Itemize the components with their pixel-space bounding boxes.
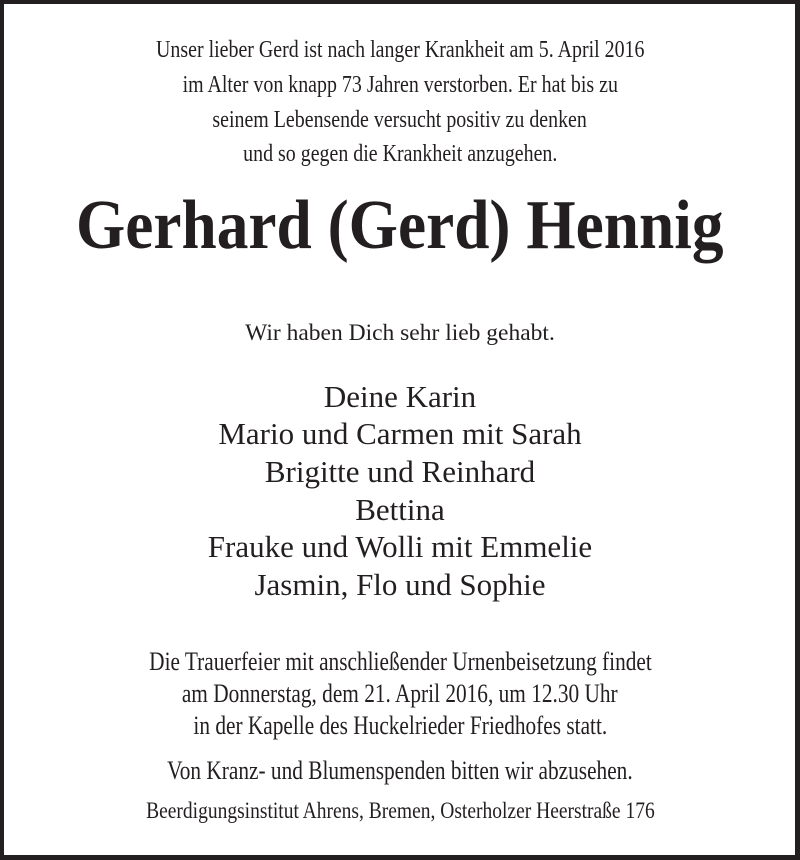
intro-text-3: seinem Lebensende versucht positiv zu denken — [212, 107, 588, 133]
mourner-line-2 — [0, 418, 800, 449]
mourner-name: Frauke und Wolli mit Emmelie — [207, 529, 593, 564]
intro-line-1 — [0, 38, 800, 62]
mourner-line-1 — [0, 381, 800, 412]
deceased-name: Gerhard (Gerd) Hennig — [76, 187, 724, 264]
ceremony-text-1: Die Trauerfeier mit anschließender Urnenbeisetzung findet — [148, 647, 652, 676]
intro-text-1: Unser lieber Gerd ist nach langer Krankheit am 5. April 2016 — [155, 37, 645, 63]
mourner-name: Brigitte und Reinhard — [264, 454, 536, 489]
farewell-line — [0, 322, 800, 346]
undertaker-line — [0, 800, 800, 824]
deceased-name-heading — [0, 187, 800, 264]
mourner-name: Mario und Carmen mit Sarah — [218, 416, 582, 451]
ceremony-line-3 — [0, 713, 800, 739]
intro-line-2 — [0, 73, 800, 97]
farewell-text: Wir haben Dich sehr lieb gehabt. — [245, 320, 555, 346]
intro-text-2: im Alter von knapp 73 Jahren verstorben. Er hat bis zu — [182, 72, 618, 98]
intro-line-3 — [0, 108, 800, 132]
mourner-name: Bettina — [355, 492, 445, 527]
flowers-note-line — [0, 758, 800, 784]
mourner-line-5 — [0, 531, 800, 562]
ceremony-line-1 — [0, 649, 800, 675]
ceremony-text-2: am Donnerstag, dem 21. April 2016, um 12.30 Uhr — [182, 679, 618, 708]
undertaker-info: Beerdigungsinstitut Ahrens, Bremen, Osterholzer Heerstraße 176 — [145, 798, 655, 824]
mourner-line-3 — [0, 456, 800, 487]
mourner-name: Jasmin, Flo und Sophie — [254, 567, 546, 602]
mourner-line-6 — [0, 569, 800, 600]
mourner-line-4 — [0, 494, 800, 525]
mourner-name: Deine Karin — [323, 379, 477, 414]
ceremony-text-3: in der Kapelle des Huckelrieder Friedhofes statt. — [193, 711, 607, 740]
ceremony-line-2 — [0, 681, 800, 707]
intro-text-4: und so gegen die Krankheit anzugehen. — [242, 141, 558, 167]
flowers-note: Von Kranz- und Blumenspenden bitten wir abzusehen. — [167, 756, 633, 785]
intro-line-4 — [0, 142, 800, 166]
